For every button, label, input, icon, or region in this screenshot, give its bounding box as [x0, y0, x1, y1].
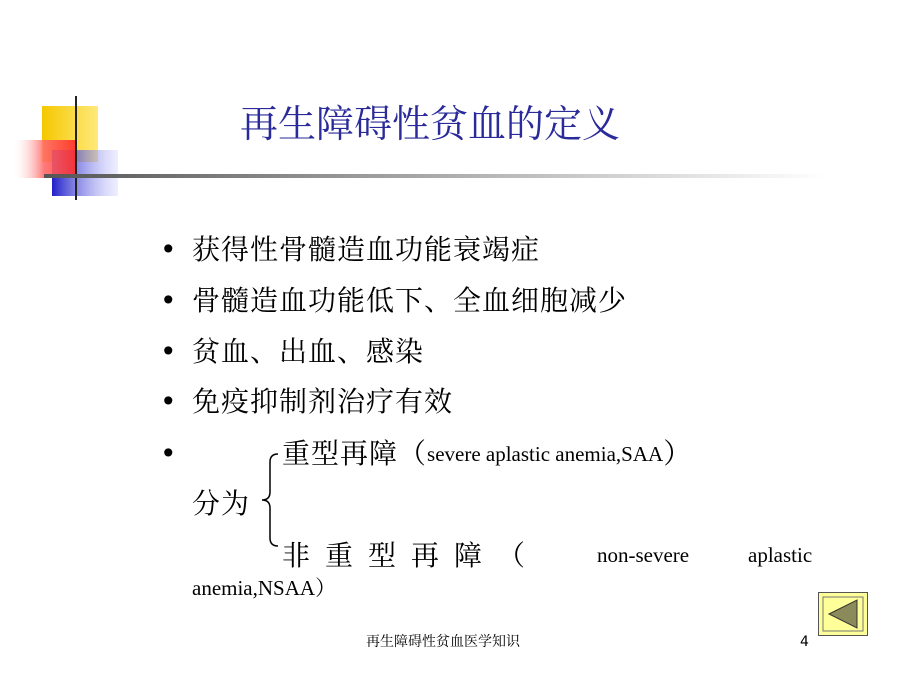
classification-label: 分为	[192, 487, 251, 520]
nonsevere-type-en-1: non-severe	[597, 543, 690, 567]
bullet-text-4: 免疫抑制剂治疗有效	[192, 385, 454, 418]
previous-slide-button[interactable]	[818, 592, 868, 636]
severe-type-line	[282, 434, 692, 474]
severe-type-cn: 重型再障（	[282, 437, 428, 470]
bullet-text-1: 获得性骨髓造血功能衰竭症	[192, 233, 541, 266]
bullet-marker: •	[160, 385, 177, 418]
bullet-text-3: 贫血、出血、感染	[192, 335, 425, 368]
classification-brace	[258, 452, 280, 548]
bullet-marker: •	[160, 335, 177, 368]
nonsevere-type-en-3: anemia,NSAA	[192, 576, 316, 600]
deco-horizontal-line	[44, 174, 824, 178]
nonsevere-type-close: ）	[315, 576, 338, 600]
bullet-marker: •	[160, 233, 177, 266]
page-number: 4	[800, 634, 809, 650]
triangle-left-icon	[819, 593, 867, 635]
nonsevere-type-line-2	[192, 572, 337, 602]
bullet-text-2: 骨髓造血功能低下、全血细胞减少	[192, 284, 628, 317]
nonsevere-type-en-2: aplastic	[748, 543, 813, 567]
deco-red-bar	[12, 140, 76, 178]
bullet-marker: •	[160, 437, 177, 470]
bullet-marker: •	[160, 284, 177, 317]
nonsevere-type-cn: 非重型再障（	[282, 539, 541, 572]
severe-type-close: ）	[663, 437, 693, 470]
footer-text: 再生障碍性贫血医学知识	[366, 634, 520, 650]
severe-type-en: severe aplastic anemia,SAA	[427, 442, 664, 466]
slide-title: 再生障碍性贫血的定义	[240, 102, 621, 146]
